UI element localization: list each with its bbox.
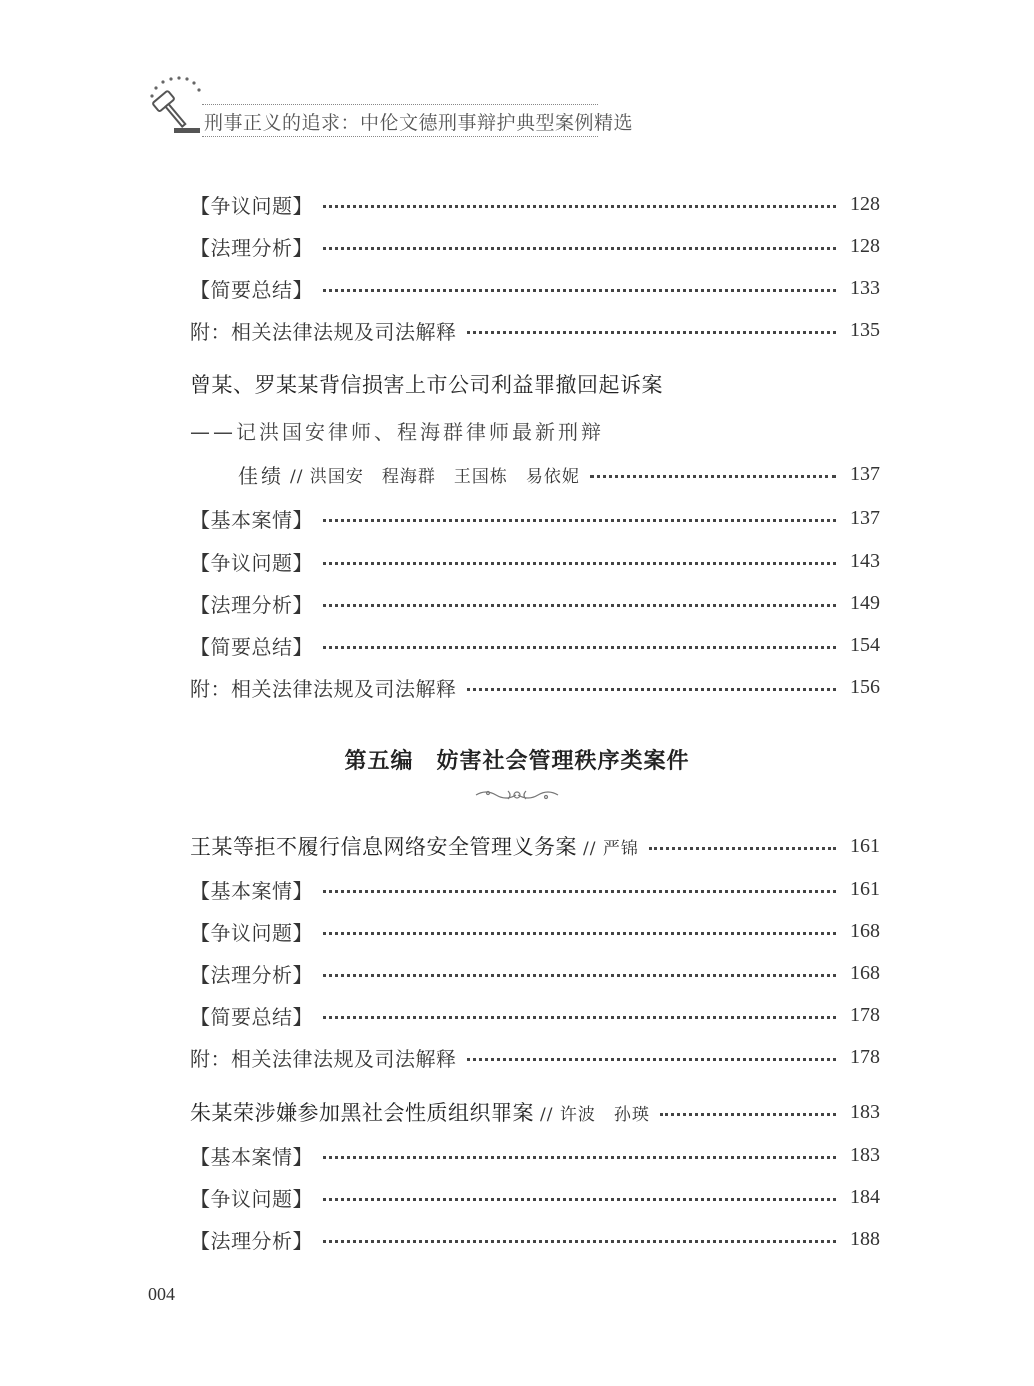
toc-entry-page: 183 bbox=[850, 1143, 880, 1166]
dot-leader bbox=[323, 205, 836, 208]
header-rule-bottom bbox=[202, 136, 598, 137]
section-title: 第五编 妨害社会管理秩序类案件 bbox=[344, 748, 690, 774]
dot-leader bbox=[467, 688, 837, 691]
flourish-divider-icon bbox=[472, 786, 562, 804]
toc-entry[interactable] bbox=[190, 502, 880, 534]
toc-entry[interactable] bbox=[190, 957, 880, 989]
dot-leader bbox=[323, 562, 836, 565]
dot-leader bbox=[467, 331, 837, 334]
dot-leader bbox=[323, 1198, 836, 1201]
case-authors: // 严锦 bbox=[583, 838, 639, 859]
case-title: 朱某荣涉嫌参加黑社会性质组织罪案 bbox=[190, 1101, 534, 1125]
toc-entry-label: 【简要总结】 bbox=[190, 277, 313, 302]
toc-entry-label: 【简要总结】 bbox=[190, 1004, 313, 1029]
dot-leader bbox=[323, 519, 836, 522]
case-title-continuation[interactable] bbox=[238, 458, 880, 490]
toc-entry-label: 【基本案情】 bbox=[190, 878, 313, 903]
header-rule-top bbox=[202, 104, 598, 105]
toc-entry[interactable] bbox=[190, 915, 880, 947]
dot-leader bbox=[323, 646, 836, 649]
page-number: 004 bbox=[148, 1284, 175, 1304]
toc-entry-page: 154 bbox=[850, 633, 880, 656]
toc-entry-page: 161 bbox=[850, 877, 880, 900]
case-title: 王某等拒不履行信息网络安全管理义务案 bbox=[190, 835, 577, 859]
toc-entry-page: 168 bbox=[850, 919, 880, 942]
running-header bbox=[140, 70, 634, 145]
toc-entry-page: 178 bbox=[850, 1045, 880, 1068]
toc-entry[interactable] bbox=[190, 1223, 880, 1255]
toc-entry-page: 184 bbox=[850, 1185, 880, 1208]
toc-entry[interactable] bbox=[190, 1181, 880, 1213]
toc-entry-label: 【基本案情】 bbox=[190, 507, 313, 532]
toc-entry[interactable] bbox=[190, 873, 880, 905]
toc-entry-label: 附：相关法律法规及司法解释 bbox=[190, 1046, 457, 1071]
case-title-row[interactable] bbox=[190, 1096, 880, 1128]
book-title: 刑事正义的追求：中伦文德刑事辩护典型案例精选 bbox=[204, 112, 634, 134]
toc-entry-page: 168 bbox=[850, 961, 880, 984]
dot-leader bbox=[323, 1240, 836, 1243]
dot-leader bbox=[323, 932, 836, 935]
toc-entry-page: 128 bbox=[850, 234, 880, 257]
toc-entry-label: 【争议问题】 bbox=[190, 920, 313, 945]
toc-entry-page: 137 bbox=[850, 506, 880, 529]
toc-entry[interactable] bbox=[190, 629, 880, 661]
toc-entry-label: 【争议问题】 bbox=[190, 1186, 313, 1211]
toc-entry-page: 183 bbox=[850, 1100, 880, 1123]
toc-entry[interactable] bbox=[190, 230, 880, 262]
dot-leader bbox=[323, 247, 836, 250]
toc-entry-page: 133 bbox=[850, 276, 880, 299]
toc-entry-page: 178 bbox=[850, 1003, 880, 1026]
toc-entry-label: 【法理分析】 bbox=[190, 962, 313, 987]
toc-entry[interactable] bbox=[190, 671, 880, 703]
toc-entry-label: 【法理分析】 bbox=[190, 1228, 313, 1253]
toc-entry[interactable] bbox=[190, 188, 880, 220]
toc-entry-page: 149 bbox=[850, 591, 880, 614]
case-authors: // 洪国安 程海群 王国栋 易依妮 bbox=[290, 466, 580, 487]
toc-entry[interactable] bbox=[190, 545, 880, 577]
toc-entry-page: 143 bbox=[850, 549, 880, 572]
toc-entry-label: 附：相关法律法规及司法解释 bbox=[190, 319, 457, 344]
toc-entry-label: 【法理分析】 bbox=[190, 235, 313, 260]
toc-entry-label: 【争议问题】 bbox=[190, 550, 313, 575]
toc-entry-page: 137 bbox=[850, 462, 880, 485]
toc-entry-label: 【争议问题】 bbox=[190, 193, 313, 218]
dot-leader bbox=[323, 974, 836, 977]
dot-leader bbox=[323, 289, 836, 292]
toc-entry[interactable] bbox=[190, 1041, 880, 1073]
toc-entry[interactable] bbox=[190, 587, 880, 619]
toc-entry-label: 【简要总结】 bbox=[190, 634, 313, 659]
toc-entry[interactable] bbox=[190, 999, 880, 1031]
case-title: 曾某、罗某某背信损害上市公司利益罪撤回起诉案 bbox=[190, 373, 663, 397]
toc-entry-page: 128 bbox=[850, 192, 880, 215]
toc-entry-page: 188 bbox=[850, 1227, 880, 1250]
case-subtitle: ——记洪国安律师、程海群律师最新刑辩 bbox=[190, 420, 604, 444]
dot-leader bbox=[323, 1016, 836, 1019]
case-subtitle-end: 佳绩 bbox=[238, 463, 284, 488]
dot-leader bbox=[590, 475, 836, 478]
toc-entry-label: 【法理分析】 bbox=[190, 592, 313, 617]
toc-entry[interactable] bbox=[190, 272, 880, 304]
toc-entry[interactable] bbox=[190, 1139, 880, 1171]
dot-leader bbox=[649, 847, 836, 850]
dot-leader bbox=[467, 1058, 837, 1061]
dot-leader bbox=[323, 890, 836, 893]
toc-entry-page: 135 bbox=[850, 318, 880, 341]
gavel-icon bbox=[140, 70, 210, 140]
case-title-row[interactable] bbox=[190, 830, 880, 862]
dot-leader bbox=[323, 604, 836, 607]
toc-entry-page: 161 bbox=[850, 834, 880, 857]
case-title-row[interactable] bbox=[190, 368, 880, 400]
dot-leader bbox=[323, 1156, 836, 1159]
toc-entry-label: 附：相关法律法规及司法解释 bbox=[190, 676, 457, 701]
toc-entry[interactable] bbox=[190, 314, 880, 346]
case-authors: // 许波 孙瑛 bbox=[540, 1104, 650, 1125]
toc-entry-page: 156 bbox=[850, 675, 880, 698]
toc-entry-label: 【基本案情】 bbox=[190, 1144, 313, 1169]
dot-leader bbox=[660, 1113, 836, 1116]
